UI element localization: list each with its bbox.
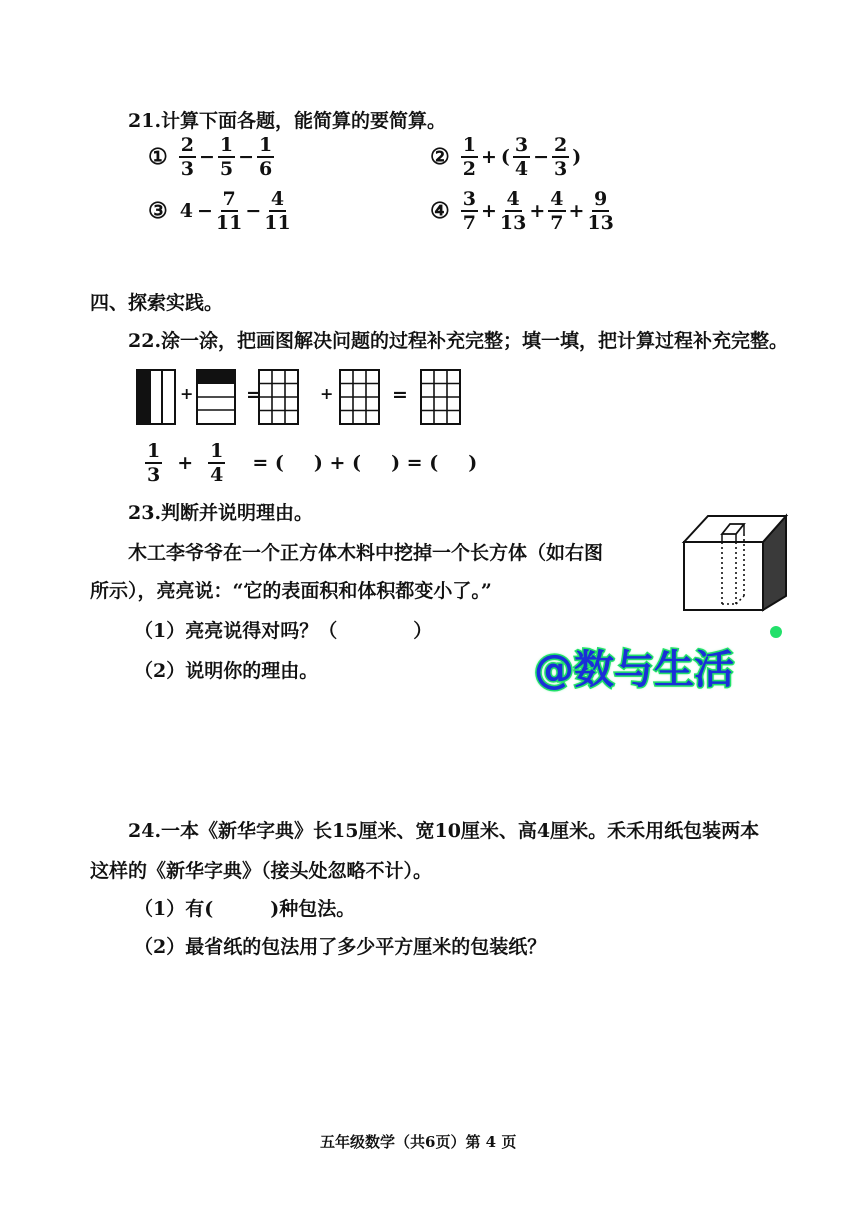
q24-line-1: 24.一本《新华字典》长15厘米、宽10厘米、高4厘米。禾禾用纸包装两本	[128, 820, 760, 842]
page-footer: 五年级数学（共6页）第 4 页	[320, 1133, 517, 1151]
operator: )	[572, 146, 582, 168]
q23-sub-1: （1）亮亮说得对吗？（ ）	[134, 620, 433, 642]
q24-line-2: 这样的《新华字典》（接头处忽略不计）。	[90, 860, 433, 882]
blank-3-open: ) = (	[391, 452, 439, 474]
item-marker: ①	[148, 144, 168, 170]
fraction: $\frac{7}{11}$	[215, 188, 243, 234]
operator: −	[198, 146, 215, 168]
blank-3-close: )	[468, 452, 478, 474]
fraction: $\frac{3}{7}$	[462, 188, 476, 234]
blank-2-open: ) + (	[313, 452, 362, 474]
green-dot-icon	[770, 626, 782, 638]
diagram-op-equals-1: =	[246, 384, 262, 406]
operator: 4	[179, 200, 193, 222]
operator: +	[480, 200, 497, 222]
operator: −	[533, 146, 550, 168]
fraction: $\frac{4}{13}$	[499, 188, 527, 234]
blank-1-open: = (	[252, 452, 284, 474]
operator: −	[245, 200, 262, 222]
operator: −	[196, 200, 213, 222]
q24-sub-2: （2）最省纸的包法用了多少平方厘米的包装纸？	[134, 936, 547, 958]
operator: −	[238, 146, 255, 168]
operator: +	[568, 200, 585, 222]
op-plus: +	[177, 452, 194, 474]
watermark: @数与生活	[534, 647, 734, 693]
q23-line-1: 木工李爷爷在一个正方体木料中挖掉一个长方体（如右图	[128, 542, 604, 564]
item-marker: ③	[148, 198, 168, 224]
item-marker: ④	[430, 198, 450, 224]
q21-title: 21.计算下面各题，能简算的要简算。	[128, 110, 447, 132]
q22-title: 22.涂一涂，把画图解决问题的过程补充完整；填一填，把计算过程补充完整。	[128, 330, 789, 352]
fraction: $\frac{2}{3}$	[180, 134, 194, 180]
frac-1-4: $\frac{1}{4}$	[210, 440, 224, 486]
diagram-op-plus-2: +	[320, 384, 334, 403]
diagram-op-equals-2: =	[392, 384, 408, 406]
frac-1-3: $\frac{1}{3}$	[147, 440, 161, 486]
operator: (	[500, 146, 510, 168]
q24-sub-1: （1）有( )种包法。	[134, 898, 356, 920]
q23-sub-2: （2）说明你的理由。	[134, 660, 319, 682]
fraction: $\frac{1}{5}$	[219, 134, 234, 180]
item-marker: ②	[430, 144, 450, 170]
fraction: $\frac{2}{3}$	[554, 134, 568, 180]
operator: +	[529, 200, 546, 222]
fraction: $\frac{1}{6}$	[259, 134, 273, 180]
fraction: $\frac{4}{11}$	[264, 188, 291, 234]
fraction: $\frac{1}{2}$	[462, 134, 476, 180]
section-4-title: 四、探索实践。	[90, 292, 224, 314]
fraction: $\frac{4}{7}$	[550, 188, 564, 234]
fraction: $\frac{9}{13}$	[587, 188, 614, 234]
diagram-op-plus-1: +	[180, 384, 194, 403]
q23-line-2: 所示），亮亮说：“它的表面积和体积都变小了。”	[90, 580, 492, 602]
q23-title: 23.判断并说明理由。	[128, 502, 314, 524]
fraction: $\frac{3}{4}$	[514, 134, 529, 180]
operator: +	[480, 146, 497, 168]
